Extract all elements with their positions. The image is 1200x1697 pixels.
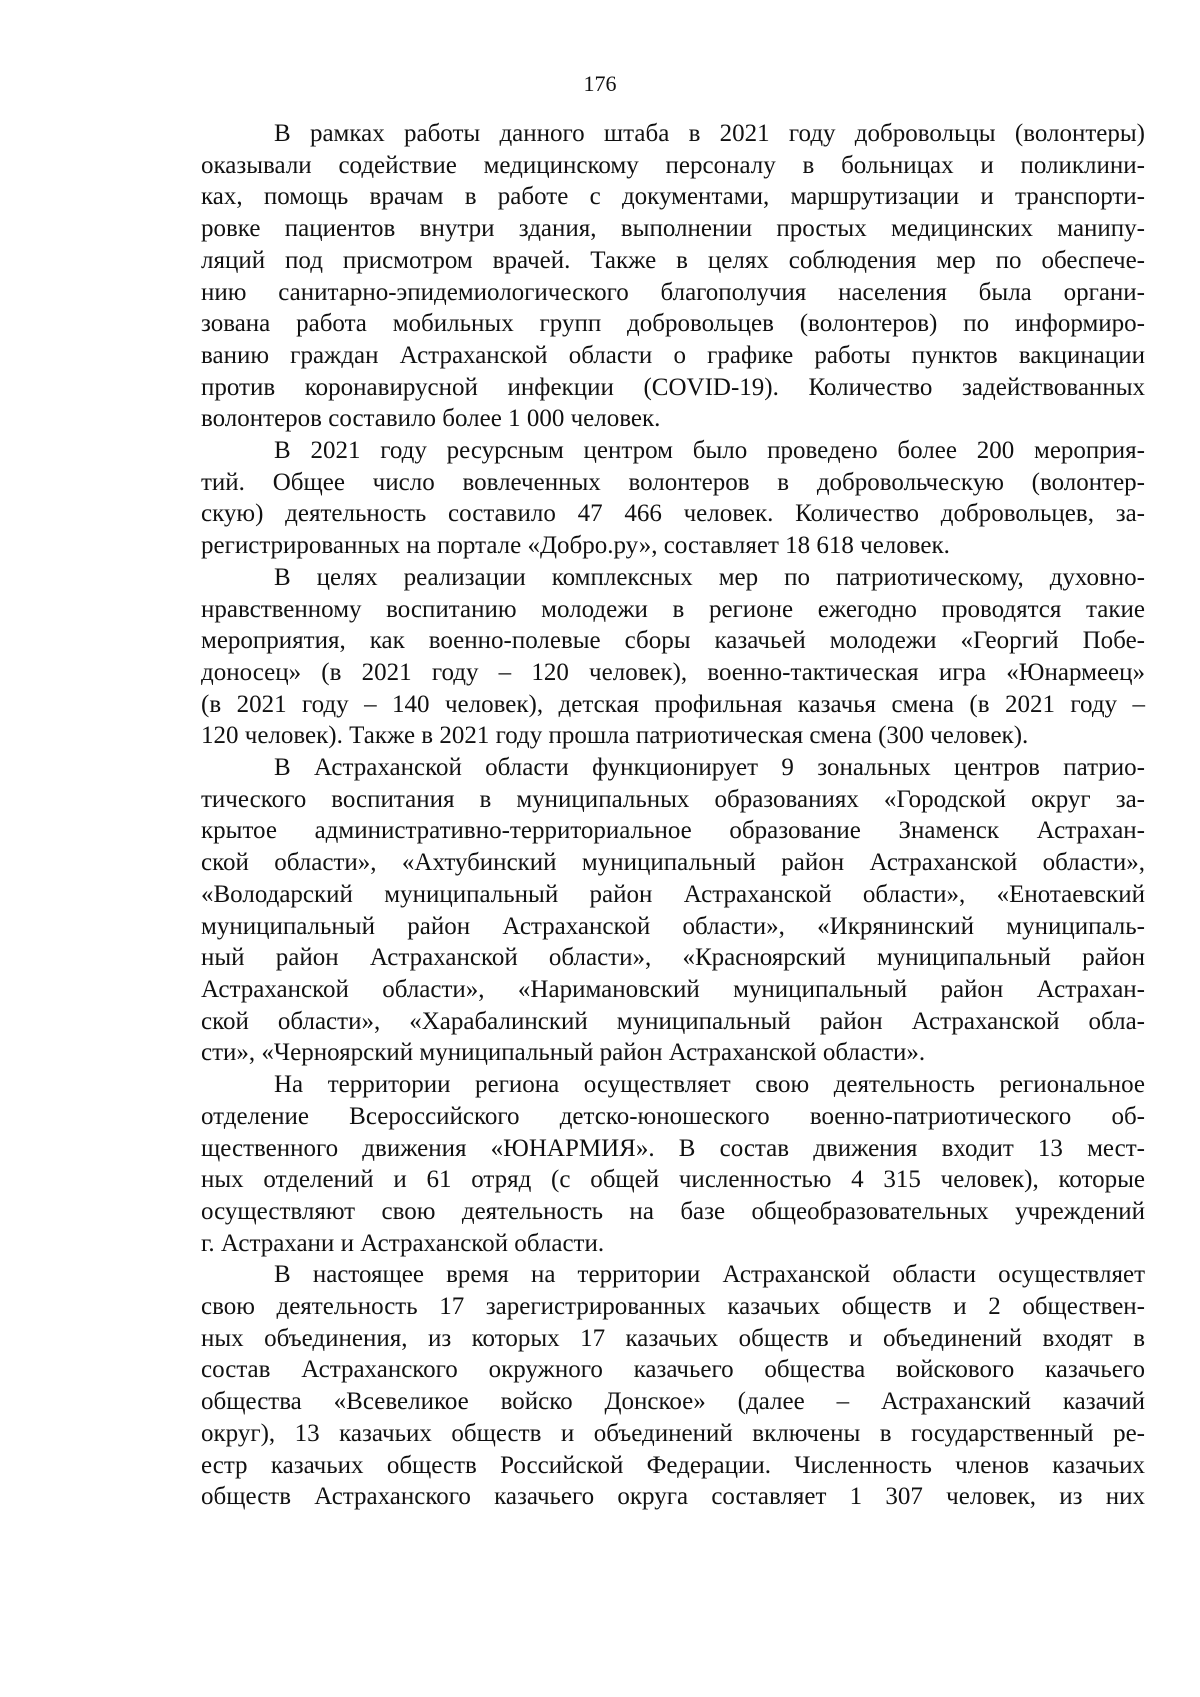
text-line: волонтеров составило более 1 000 человек.	[201, 405, 661, 433]
text-line: В 2021 году ресурсным центром было проведено более 200 мероприя-	[274, 437, 1145, 465]
text-line: Астраханской области», «Наримановский муниципальный район Астрахан-	[201, 975, 1145, 1003]
page-number: 176	[583, 71, 617, 96]
text-line: доносец» (в 2021 году – 120 человек), военно-тактическая игра «Юнармеец»	[201, 658, 1145, 686]
text-line: зована работа мобильных групп добровольцев (волонтеров) по информиро-	[201, 310, 1145, 338]
text-line: муниципальный район Астраханской области», «Икрянинский муниципаль-	[201, 912, 1145, 940]
text-line: оказывали содействие медицинскому персоналу в больницах и поликлини-	[201, 151, 1145, 179]
paragraph	[201, 435, 1145, 562]
text-line: ных отделений и 61 отряд (с общей численностью 4 315 человек), которые	[201, 1166, 1145, 1194]
text-line: ляций под присмотром врачей. Также в целях соблюдения мер по обеспече-	[201, 246, 1145, 274]
text-line: тий. Общее число вовлеченных волонтеров в добровольческую (волонтер-	[201, 468, 1145, 496]
text-line: мероприятия, как военно-полевые сборы казачьей молодежи «Георгий Побе-	[201, 627, 1145, 655]
text-line: ванию граждан Астраханской области о графике работы пунктов вакцинации	[201, 341, 1145, 369]
text-line: «Володарский муниципальный район Астраханской области», «Енотаевский	[201, 880, 1145, 908]
text-line: общества «Всевеликое войско Донское» (далее – Астраханский казачий	[201, 1388, 1145, 1416]
document-body	[201, 118, 1145, 1513]
text-line: щественного движения «ЮНАРМИЯ». В состав движения входит 13 мест-	[201, 1134, 1145, 1162]
text-line: В рамках работы данного штаба в 2021 году добровольцы (волонтеры)	[274, 120, 1145, 147]
paragraph	[201, 752, 1145, 1069]
text-line: тического воспитания в муниципальных образованиях «Городской округ за-	[201, 785, 1145, 813]
text-line: против коронавирусной инфекции (COVID-19). Количество задействованных	[201, 373, 1145, 401]
text-line: сти», «Черноярский муниципальный район Астраханской области».	[201, 1039, 926, 1067]
text-line: ных объединения, из которых 17 казачьих обществ и объединений входят в	[201, 1324, 1145, 1352]
text-line: ровке пациентов внутри здания, выполнении простых медицинских манипу-	[201, 215, 1145, 243]
text-line: В целях реализации комплексных мер по патриотическому, духовно-	[274, 563, 1145, 591]
text-line: обществ Астраханского казачьего округа составляет 1 307 человек, из них	[201, 1483, 1145, 1511]
text-line: ской области», «Харабалинский муниципальный район Астраханской обла-	[201, 1007, 1145, 1035]
text-line: В Астраханской области функционирует 9 зональных центров патрио-	[274, 754, 1145, 782]
text-line: ской области», «Ахтубинский муниципальный район Астраханской области»,	[201, 849, 1145, 877]
text-line: нравственному воспитанию молодежи в регионе ежегодно проводятся такие	[201, 595, 1145, 623]
text-line: крытое административно-территориальное образование Знаменск Астрахан-	[201, 817, 1145, 845]
text-line: 120 человек). Также в 2021 году прошла патриотическая смена (300 человек).	[201, 722, 1029, 750]
text-line: г. Астрахани и Астраханской области.	[201, 1229, 605, 1257]
text-line: ках, помощь врачам в работе с документами, маршрутизации и транспорти-	[201, 183, 1145, 211]
text-line: В настоящее время на территории Астраханской области осуществляет	[274, 1261, 1145, 1289]
text-line: нию санитарно-эпидемиологического благополучия населения была органи-	[201, 278, 1145, 306]
text-line: На территории региона осуществляет свою деятельность региональное	[274, 1071, 1145, 1099]
text-line: ный район Астраханской области», «Красноярский муниципальный район	[201, 944, 1145, 972]
text-line: скую) деятельность составило 47 466 человек. Количество добровольцев, за-	[201, 500, 1145, 528]
text-line: свою деятельность 17 зарегистрированных казачьих обществ и 2 обществен-	[201, 1293, 1145, 1321]
text-line: округ), 13 казачьих обществ и объединений включены в государственный ре-	[201, 1419, 1145, 1447]
text-line: осуществляют свою деятельность на базе общеобразовательных учреждений	[201, 1197, 1145, 1225]
text-line: естр казачьих обществ Российской Федерации. Численность членов казачьих	[201, 1451, 1145, 1479]
text-line: состав Астраханского окружного казачьего общества войскового казачьего	[201, 1356, 1145, 1384]
text-line: регистрированных на портале «Добро.ру», составляет 18 618 человек.	[201, 532, 950, 560]
text-line: (в 2021 году – 140 человек), детская профильная казачья смена (в 2021 году –	[201, 690, 1145, 718]
text-line: отделение Всероссийского детско-юношеского военно-патриотического об-	[201, 1102, 1145, 1130]
paragraph	[201, 1069, 1145, 1259]
paragraph	[201, 118, 1145, 435]
paragraph	[201, 1259, 1145, 1513]
paragraph	[201, 562, 1145, 752]
